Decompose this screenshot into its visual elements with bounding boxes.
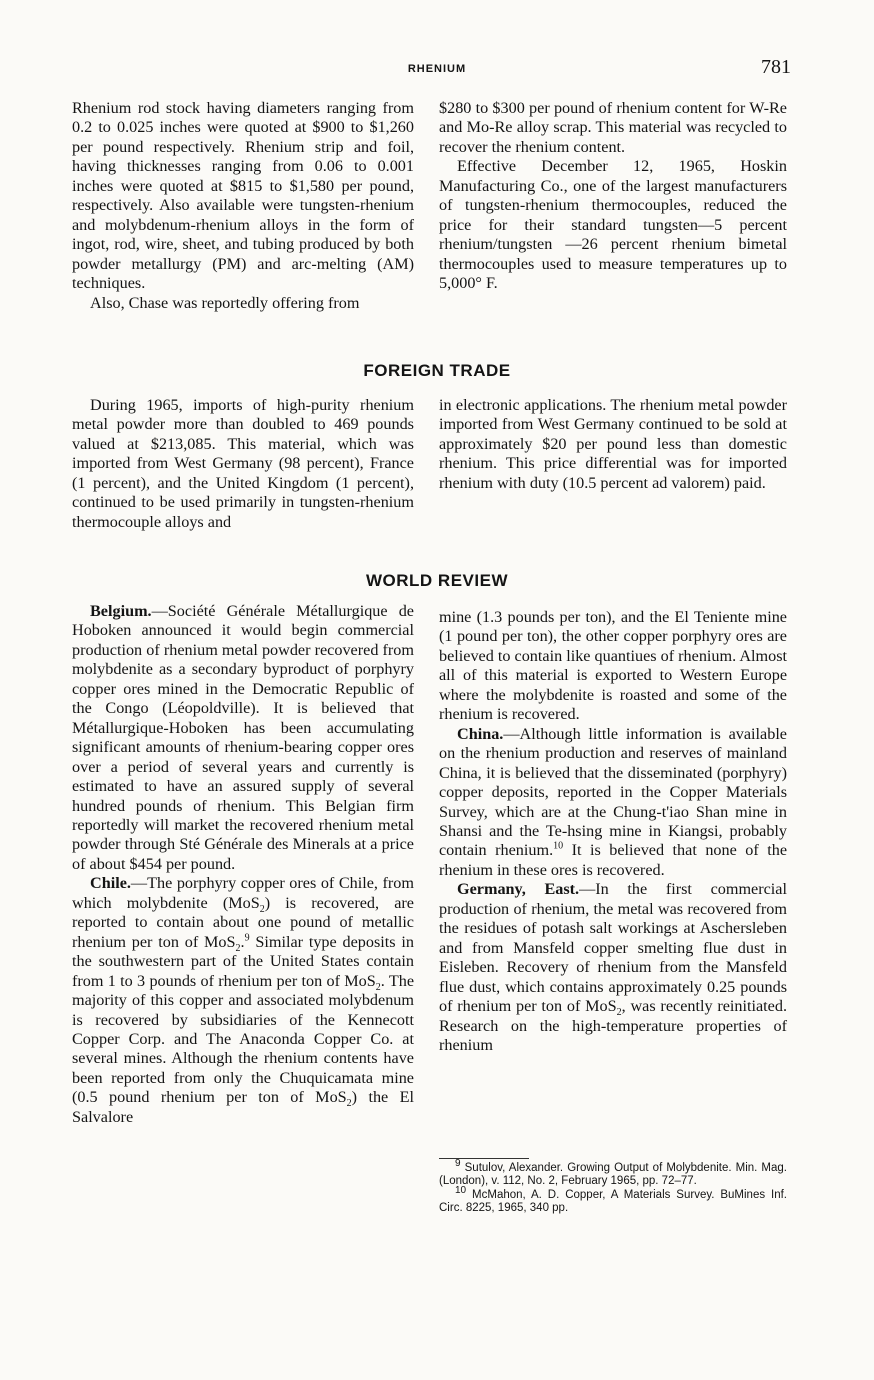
footnote-divider	[439, 1158, 529, 1159]
footnote-ref-10: 10	[553, 841, 564, 853]
paragraph-hoskin: Effective December 12, 1965, Hoskin Manufacturing Co., one of the largest manufacturers of tungsten-rhenium thermocouples, reduced the price for their standard tungsten—5 percent rhenium/tungsten —26 percent rhenium bimetal thermocouples used to measure temperatures up to 5,000° F.	[439, 157, 787, 293]
chile-text-d: . The majority of this copper and associated molybdenum is recovered by subsidiaries of the Kennecott Copper Corp. and The Anaconda Copper Co. at several mines. Although the rhenium contents have been reported from only the Chuquicamata mine (0.5 pound rhenium per ton of MoS	[72, 971, 415, 1107]
footnote-ref-9: 9	[244, 932, 250, 944]
world-review-right-column	[439, 608, 787, 1055]
footnote-mark: 10	[455, 1185, 467, 1197]
paragraph-rod-stock: Rhenium rod stock having diameters ranging from 0.2 to 0.025 inches were quoted at $900 to $1,260 per pound respectively. Rhenium strip and foil, having thicknesses ranging from 0.06 to 0.001 inches were quoted at $815 to $1,580 per pound, respectively. Also available were tungsten-rhenium and molybdenum-rhenium alloys in the form of ingot, rod, wire, sheet, and tubing produced by both powder metallurgy (PM) and arc-melting (AM) techniques.	[72, 99, 414, 293]
period: .	[240, 932, 245, 951]
paragraph-scrap: $280 to $300 per pound of rhenium content for W-Re and Mo-Re alloy scrap. This material was recycled to recover the rhenium content.	[439, 99, 787, 156]
footnote-mark: 9	[455, 1158, 461, 1170]
germany-text-b: , was recently reinitiated. Research on the high-temperature properties of rhenium	[439, 997, 788, 1054]
top-left-column	[72, 99, 414, 313]
country-belgium: Belgium.	[90, 602, 152, 620]
paragraph-imports-continued: in electronic applications. The rhenium metal powder imported from West Germany continued to be sold at approximately $20 per pound less than domestic rhenium. This price differential was for imported rhenium with duty (10.5 percent ad valorem) paid.	[439, 396, 787, 492]
subscript: 2	[616, 1007, 622, 1019]
top-right-column	[439, 99, 787, 294]
running-title: RHENIUM	[407, 63, 467, 75]
subscript: 2	[346, 1098, 352, 1110]
china-text: —Although little information is available on the rhenium production and reserves of mainland China, it is believed that the disseminated (porphyry) copper deposits, reported in the Copper Materials Survey, which are at the Chung-t'iao Shan mine in Shansi and the Te-hsing mine in Kiangsi, probably contain rhenium.	[439, 724, 787, 860]
germany-text-a: —In the first commercial production of rhenium, the metal was recovered from the residues of potash salt workings at Aschersleben and from Mansfeld copper smelting flue dust in Eisleben. Recovery of rhenium from the Mansfeld flue dust, which contains approximately 0.25 pounds of rhenium per ton of MoS	[439, 880, 787, 1016]
section-heading-foreign-trade: FOREIGN TRADE	[363, 361, 511, 380]
paragraph-chile-continued: mine (1.3 pounds per ton), and the El Teniente mine (1 pound per ton), the other copper porphyry ores are believed to contain like quantiues of rhenium. Almost all of this material is exported to Western Europe where the molybdenite is roasted and some of the rhenium is recovered.	[439, 608, 787, 724]
footnotes	[439, 1158, 787, 1216]
subscript: 2	[235, 942, 241, 954]
paragraph-chase: Also, Chase was reportedly offering from	[90, 293, 360, 312]
china-text-b: It is believed that none of the rhenium in these ores is recovered.	[439, 841, 788, 879]
footnote-text: Sutulov, Alexander. Growing Output of Molybdenite. Min. Mag. (London), v. 112, No. 2, February 1965, pp. 72–77.	[439, 1162, 787, 1187]
subscript: 2	[375, 981, 381, 993]
foreign-trade-right-column	[439, 396, 787, 493]
chile-text-c: Similar type deposits in the southwestern part of the United States contain from 1 to 3 pounds of rhenium per ton of MoS	[72, 932, 414, 990]
world-review-left-column	[72, 602, 414, 1127]
footnote-9	[439, 1158, 787, 1188]
country-germany-east: Germany, East.	[457, 880, 580, 899]
country-china: China.	[457, 724, 504, 743]
chile-text-e: ) the El Salvalore	[72, 1088, 414, 1126]
foreign-trade-left-column	[72, 396, 414, 532]
paragraph-imports: During 1965, imports of high-purity rhenium metal powder more than doubled to 469 pounds valued at $213,085. This material, which was imported from West Germany (98 percent), France (1 percent), and the United Kingdom (1 percent), continued to be used primarily in tungsten-rhenium thermocouple alloys and	[72, 396, 414, 531]
paragraph-belgium	[72, 602, 414, 874]
paragraph-chile	[72, 874, 414, 1127]
footnote-10	[439, 1185, 787, 1215]
subscript: 2	[259, 904, 265, 916]
footnote-text: McMahon, A. D. Copper, A Materials Survey. BuMines Inf. Circ. 8225, 1965, 340 pp.	[439, 1189, 787, 1214]
section-heading-world-review: WORLD REVIEW	[366, 571, 508, 590]
chile-text-b: ) is recovered, are reported to contain about one pound of metallic rhenium per ton of MoS	[72, 893, 414, 951]
paragraph-china	[439, 725, 787, 881]
belgium-text: —Société Générale Métallurgique de Hoboken announced it would begin commercial production of rhenium metal powder recovered from molybdenite as a secondary byproduct of porphyry copper ores mined in the Democratic Republic of the Congo (Léopoldville). It is believed that Métallurgique-Hoboken has been accumulating significant amounts of rhenium-bearing copper ores over a period of several years and currently is estimated to have an assured supply of several hundred pounds of rhenium. This Belgian firm reportedly will market the recovered rhenium metal powder through Sté Générale des Minerals at a price of about $454 per pound.	[72, 602, 414, 873]
paragraph-germany-east	[439, 880, 787, 1055]
country-chile: Chile.	[90, 874, 131, 893]
page-number: 781	[761, 56, 791, 78]
chile-text-a: —The porphyry copper ores of Chile, from which molybdenite (MoS	[72, 874, 414, 912]
